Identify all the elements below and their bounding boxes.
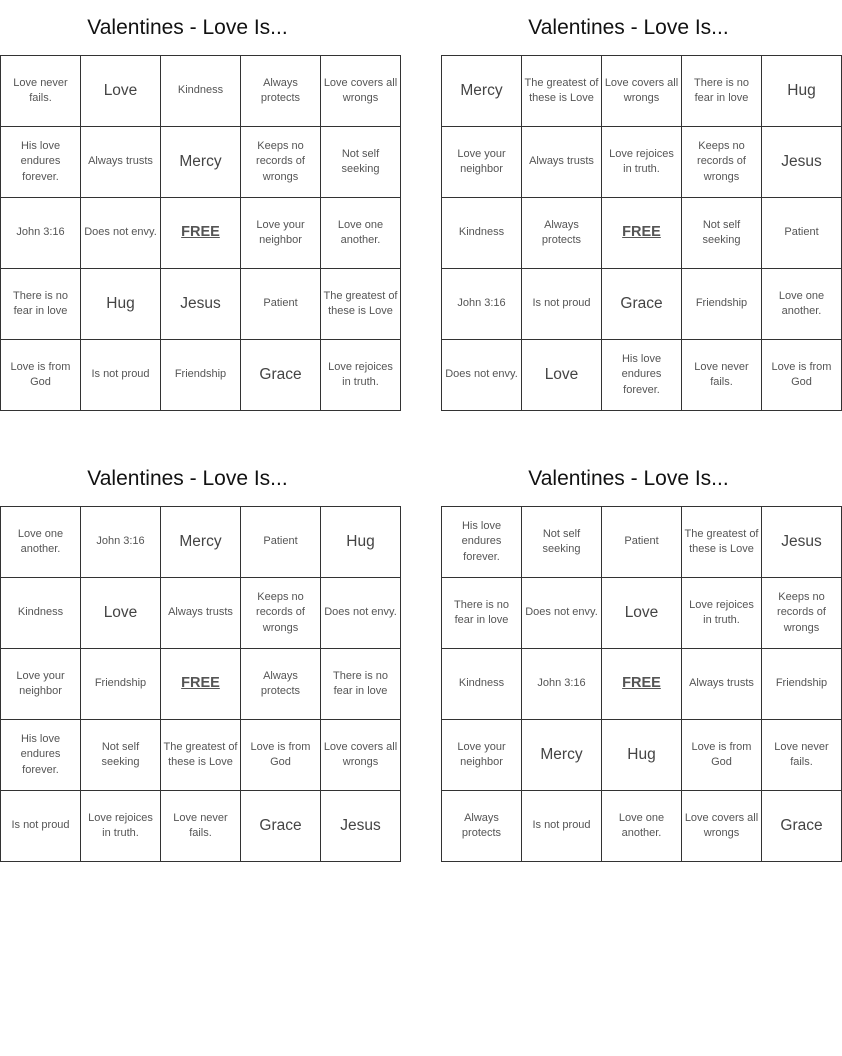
- bingo-cell: Friendship: [81, 649, 161, 720]
- grid-row: [1, 56, 401, 127]
- bingo-cell: John 3:16: [442, 269, 522, 340]
- bingo-cell: Love covers all wrongs: [321, 56, 401, 127]
- bingo-cell: Patient: [762, 198, 842, 269]
- bingo-cell: The greatest of these is Love: [161, 720, 241, 791]
- bingo-cell: John 3:16: [81, 507, 161, 578]
- bingo-cell: Hug: [762, 56, 842, 127]
- bingo-cell: Kindness: [161, 56, 241, 127]
- bingo-cell: Jesus: [321, 791, 401, 862]
- bingo-grid: [441, 55, 842, 411]
- bingo-cell: Love: [81, 578, 161, 649]
- bingo-cell: The greatest of these is Love: [321, 269, 401, 340]
- bingo-cell: Love rejoices in truth.: [602, 127, 682, 198]
- grid-row: [1, 340, 401, 411]
- bingo-grid: [0, 506, 401, 862]
- bingo-cell: Love is from God: [762, 340, 842, 411]
- bingo-cell: Does not envy.: [81, 198, 161, 269]
- bingo-cell: Jesus: [161, 269, 241, 340]
- bingo-cell: Not self seeking: [682, 198, 762, 269]
- bingo-cell: Love one another.: [602, 791, 682, 862]
- bingo-cell: Love covers all wrongs: [321, 720, 401, 791]
- bingo-cell: Hug: [602, 720, 682, 791]
- card-title: Valentines - Love Is...: [87, 467, 288, 490]
- bingo-cell: Always protects: [522, 198, 602, 269]
- bingo-cell: Love: [602, 578, 682, 649]
- bingo-cell: Jesus: [762, 127, 842, 198]
- bingo-cell: Love your neighbor: [442, 127, 522, 198]
- bingo-cell: Mercy: [161, 127, 241, 198]
- bingo-cell: Love your neighbor: [442, 720, 522, 791]
- bingo-cell: Love never fails.: [1, 56, 81, 127]
- bingo-cell: Mercy: [522, 720, 602, 791]
- bingo-cell: Always trusts: [522, 127, 602, 198]
- grid-row: [1, 649, 401, 720]
- bingo-cell: Is not proud: [81, 340, 161, 411]
- bingo-cell: Grace: [602, 269, 682, 340]
- card-title: Valentines - Love Is...: [87, 16, 288, 39]
- bingo-cell: Grace: [762, 791, 842, 862]
- bingo-cell: Love never fails.: [762, 720, 842, 791]
- grid-row: [1, 791, 401, 862]
- bingo-cell: John 3:16: [1, 198, 81, 269]
- free-space: FREE: [602, 198, 682, 269]
- bingo-cell: Patient: [241, 507, 321, 578]
- bingo-cell: Friendship: [682, 269, 762, 340]
- bingo-cell: Love never fails.: [161, 791, 241, 862]
- free-space: FREE: [161, 649, 241, 720]
- bingo-cell: Mercy: [442, 56, 522, 127]
- bingo-cell: His love endures forever.: [442, 507, 522, 578]
- bingo-cell: Love covers all wrongs: [682, 791, 762, 862]
- bingo-cell: Love one another.: [1, 507, 81, 578]
- bingo-cell: Does not envy.: [321, 578, 401, 649]
- bingo-cell: Keeps no records of wrongs: [762, 578, 842, 649]
- bingo-cell: Hug: [81, 269, 161, 340]
- bingo-cell: Love is from God: [682, 720, 762, 791]
- grid-row: [1, 507, 401, 578]
- bingo-cell: There is no fear in love: [442, 578, 522, 649]
- bingo-cell: Always protects: [442, 791, 522, 862]
- bingo-cell: Love one another.: [321, 198, 401, 269]
- bingo-cell: Friendship: [762, 649, 842, 720]
- bingo-cell: Always protects: [241, 649, 321, 720]
- grid-row: [442, 791, 842, 862]
- grid-row: [442, 507, 842, 578]
- bingo-cell: There is no fear in love: [321, 649, 401, 720]
- bingo-cell: Keeps no records of wrongs: [241, 578, 321, 649]
- card-title: Valentines - Love Is...: [528, 16, 729, 39]
- bingo-cell: Love one another.: [762, 269, 842, 340]
- bingo-cell: The greatest of these is Love: [522, 56, 602, 127]
- bingo-cell: Does not envy.: [522, 578, 602, 649]
- bingo-cell: The greatest of these is Love: [682, 507, 762, 578]
- bingo-cell: Keeps no records of wrongs: [682, 127, 762, 198]
- grid-row: [1, 269, 401, 340]
- bingo-cell: There is no fear in love: [682, 56, 762, 127]
- bingo-cell: Grace: [241, 791, 321, 862]
- bingo-cell: His love endures forever.: [602, 340, 682, 411]
- bingo-cell: John 3:16: [522, 649, 602, 720]
- bingo-cell: Not self seeking: [522, 507, 602, 578]
- bingo-cell: Grace: [241, 340, 321, 411]
- bingo-cell: Not self seeking: [81, 720, 161, 791]
- grid-row: [442, 269, 842, 340]
- bingo-cell: Always trusts: [81, 127, 161, 198]
- bingo-cell: Is not proud: [522, 269, 602, 340]
- bingo-cell: Love never fails.: [682, 340, 762, 411]
- grid-row: [442, 56, 842, 127]
- grid-row: [442, 578, 842, 649]
- grid-row: [442, 649, 842, 720]
- bingo-grid: [441, 506, 842, 862]
- free-space: FREE: [602, 649, 682, 720]
- grid-row: [442, 340, 842, 411]
- bingo-cell: Love rejoices in truth.: [682, 578, 762, 649]
- bingo-cell: Kindness: [1, 578, 81, 649]
- grid-row: [442, 720, 842, 791]
- bingo-cell: Friendship: [161, 340, 241, 411]
- bingo-cell: Hug: [321, 507, 401, 578]
- grid-row: [442, 127, 842, 198]
- card-title: Valentines - Love Is...: [528, 467, 729, 490]
- bingo-cell: Is not proud: [522, 791, 602, 862]
- grid-row: [1, 198, 401, 269]
- bingo-grid: [0, 55, 401, 411]
- grid-row: [1, 127, 401, 198]
- bingo-cell: Kindness: [442, 649, 522, 720]
- bingo-cell: Love covers all wrongs: [602, 56, 682, 127]
- bingo-cell: Love is from God: [1, 340, 81, 411]
- bingo-cell: Always trusts: [682, 649, 762, 720]
- bingo-cell: Love your neighbor: [1, 649, 81, 720]
- grid-row: [1, 578, 401, 649]
- free-space: FREE: [161, 198, 241, 269]
- bingo-cell: His love endures forever.: [1, 127, 81, 198]
- bingo-cell: Patient: [241, 269, 321, 340]
- grid-row: [1, 720, 401, 791]
- bingo-cell: Always trusts: [161, 578, 241, 649]
- bingo-cell: Love rejoices in truth.: [321, 340, 401, 411]
- bingo-cell: Kindness: [442, 198, 522, 269]
- bingo-cell: Love is from God: [241, 720, 321, 791]
- bingo-cell: His love endures forever.: [1, 720, 81, 791]
- bingo-cell: Patient: [602, 507, 682, 578]
- bingo-cell: Not self seeking: [321, 127, 401, 198]
- bingo-cell: There is no fear in love: [1, 269, 81, 340]
- grid-row: [442, 198, 842, 269]
- bingo-cell: Love rejoices in truth.: [81, 791, 161, 862]
- bingo-cell: Love your neighbor: [241, 198, 321, 269]
- bingo-cell: Love: [81, 56, 161, 127]
- bingo-cell: Mercy: [161, 507, 241, 578]
- bingo-cell: Keeps no records of wrongs: [241, 127, 321, 198]
- bingo-cell: Jesus: [762, 507, 842, 578]
- bingo-cell: Does not envy.: [442, 340, 522, 411]
- bingo-cell: Love: [522, 340, 602, 411]
- bingo-cell: Is not proud: [1, 791, 81, 862]
- bingo-cell: Always protects: [241, 56, 321, 127]
